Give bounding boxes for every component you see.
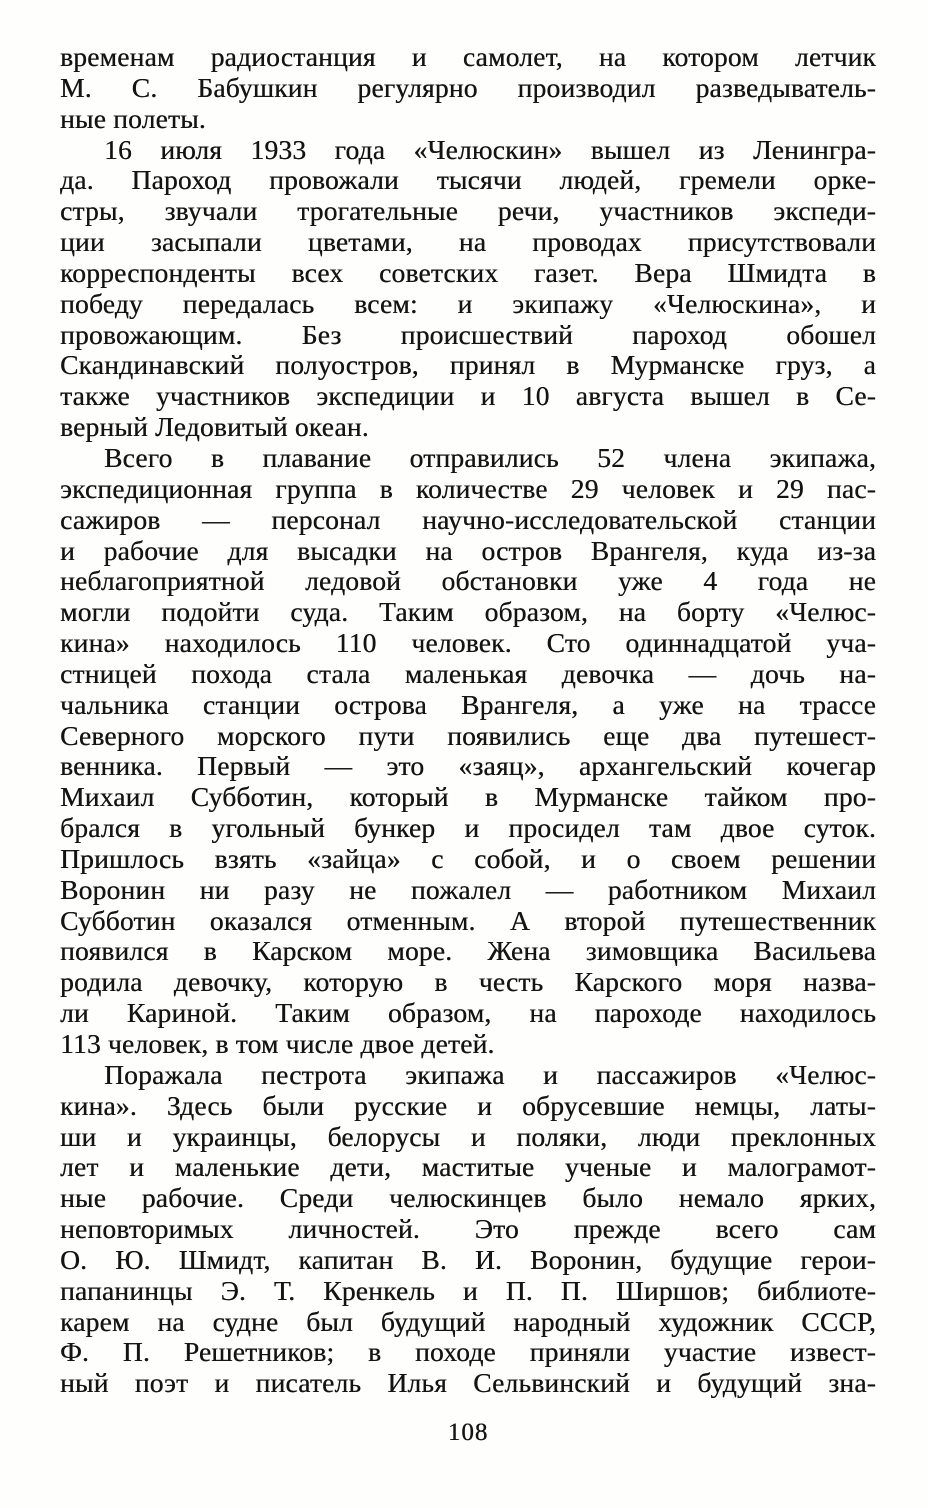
text-line: верный Ледовитый океан. [60,411,369,443]
text-line: Михаил Субботин, который в Мурманске тайком про- [60,781,876,813]
text-line: Скандинавский полуостров, принял в Мурманске груз, а [60,349,876,381]
text-line: появился в Карском море. Жена зимовщика Васильева [60,935,876,967]
text-line: Всего в плавание отправились 52 члена экипажа, [104,441,876,473]
text-line: неблагоприятной ледовой обстановки уже 4 года не [60,565,876,597]
text-line: неповторимых личностей. Это прежде всего сам [60,1213,876,1245]
paragraph [60,443,876,1060]
text-line: родила девочку, которую в честь Карского моря назва- [60,966,876,998]
page-number: 108 [447,1419,489,1446]
text-line: Северного морского пути появились еще два путешест- [60,719,876,751]
text-line: Пришлось взять «зайца» с собой, и о своем решении [60,842,876,874]
paragraph [60,42,876,135]
text-line: ши и украинцы, белорусы и поляки, люди преклонных [60,1120,876,1152]
text-line: папанинцы Э. Т. Кренкель и П. П. Ширшов; библиоте- [60,1274,876,1306]
text-line: карем на судне был будущий народный художник СССР, [60,1305,876,1337]
text-line: М. С. Бабушкин регулярно производил разведыватель- [60,71,876,103]
text-line: чальника станции острова Врангеля, а уже на трассе [60,688,876,720]
text-line: могли подойти суда. Таким образом, на борту «Челюс- [60,596,876,628]
text-line: корреспонденты всех советских газет. Вера Шмидта в [60,256,876,288]
text-line: ли Кариной. Таким образом, на пароходе находилось [60,997,876,1029]
text-line: Воронин ни разу не пожалел — работником Михаил [60,873,876,905]
text-line: победу передалась всем: и экипажу «Челюскина», и [60,287,876,319]
text-line: ции засыпали цветами, на проводах присутствовали [60,226,876,258]
text-line: 113 человек, в том числе двое детей. [60,1028,495,1059]
text-line: сажиров — персонал научно-исследовательской станции [60,503,876,535]
text-line: Поражала пестрота экипажа и пассажиров «Челюс- [104,1058,876,1090]
text-line: 16 июля 1933 года «Челюскин» вышел из Ленингра- [104,133,876,165]
text-block [60,42,876,1399]
paragraph [60,1060,876,1399]
text-line: Субботин оказался отменным. А второй путешественник [60,904,876,936]
text-line: экспедиционная группа в количестве 29 человек и 29 пас- [60,472,876,504]
text-line: венника. Первый — это «заяц», архангельский кочегар [60,750,876,782]
text-line: стры, звучали трогательные речи, участников экспеди- [60,195,876,227]
text-line: временам радиостанция и самолет, на котором летчик [60,41,876,72]
text-line: стницей похода стала маленькая девочка — дочь на- [60,657,876,689]
text-line: кина». Здесь были русские и обрусевшие немцы, латы- [60,1089,876,1121]
text-line: да. Пароход провожали тысячи людей, гремели орке- [60,164,876,196]
text-line: и рабочие для высадки на остров Врангеля, куда из-за [60,534,876,566]
paragraph [60,135,876,443]
text-line: брался в угольный бункер и просидел там двое суток. [60,812,876,844]
text-line: провожающим. Без происшествий пароход обошел [60,318,876,350]
text-line: лет и маленькие дети, маститые ученые и малограмот- [60,1151,876,1183]
text-line: О. Ю. Шмидт, капитан В. И. Воронин, будущие герои- [60,1243,876,1275]
text-line: ный поэт и писатель Илья Сельвинский и будущий зна- [60,1367,876,1399]
text-line: Ф. П. Решетников; в походе приняли участие извест- [60,1336,876,1368]
text-line: ные рабочие. Среди челюскинцев было немало ярких, [60,1182,876,1214]
text-line: кина» находилось 110 человек. Сто одиннадцатой уча- [60,627,876,659]
text-line: также участников экспедиции и 10 августа вышел в Се- [60,380,876,412]
text-line: ные полеты. [60,102,206,134]
